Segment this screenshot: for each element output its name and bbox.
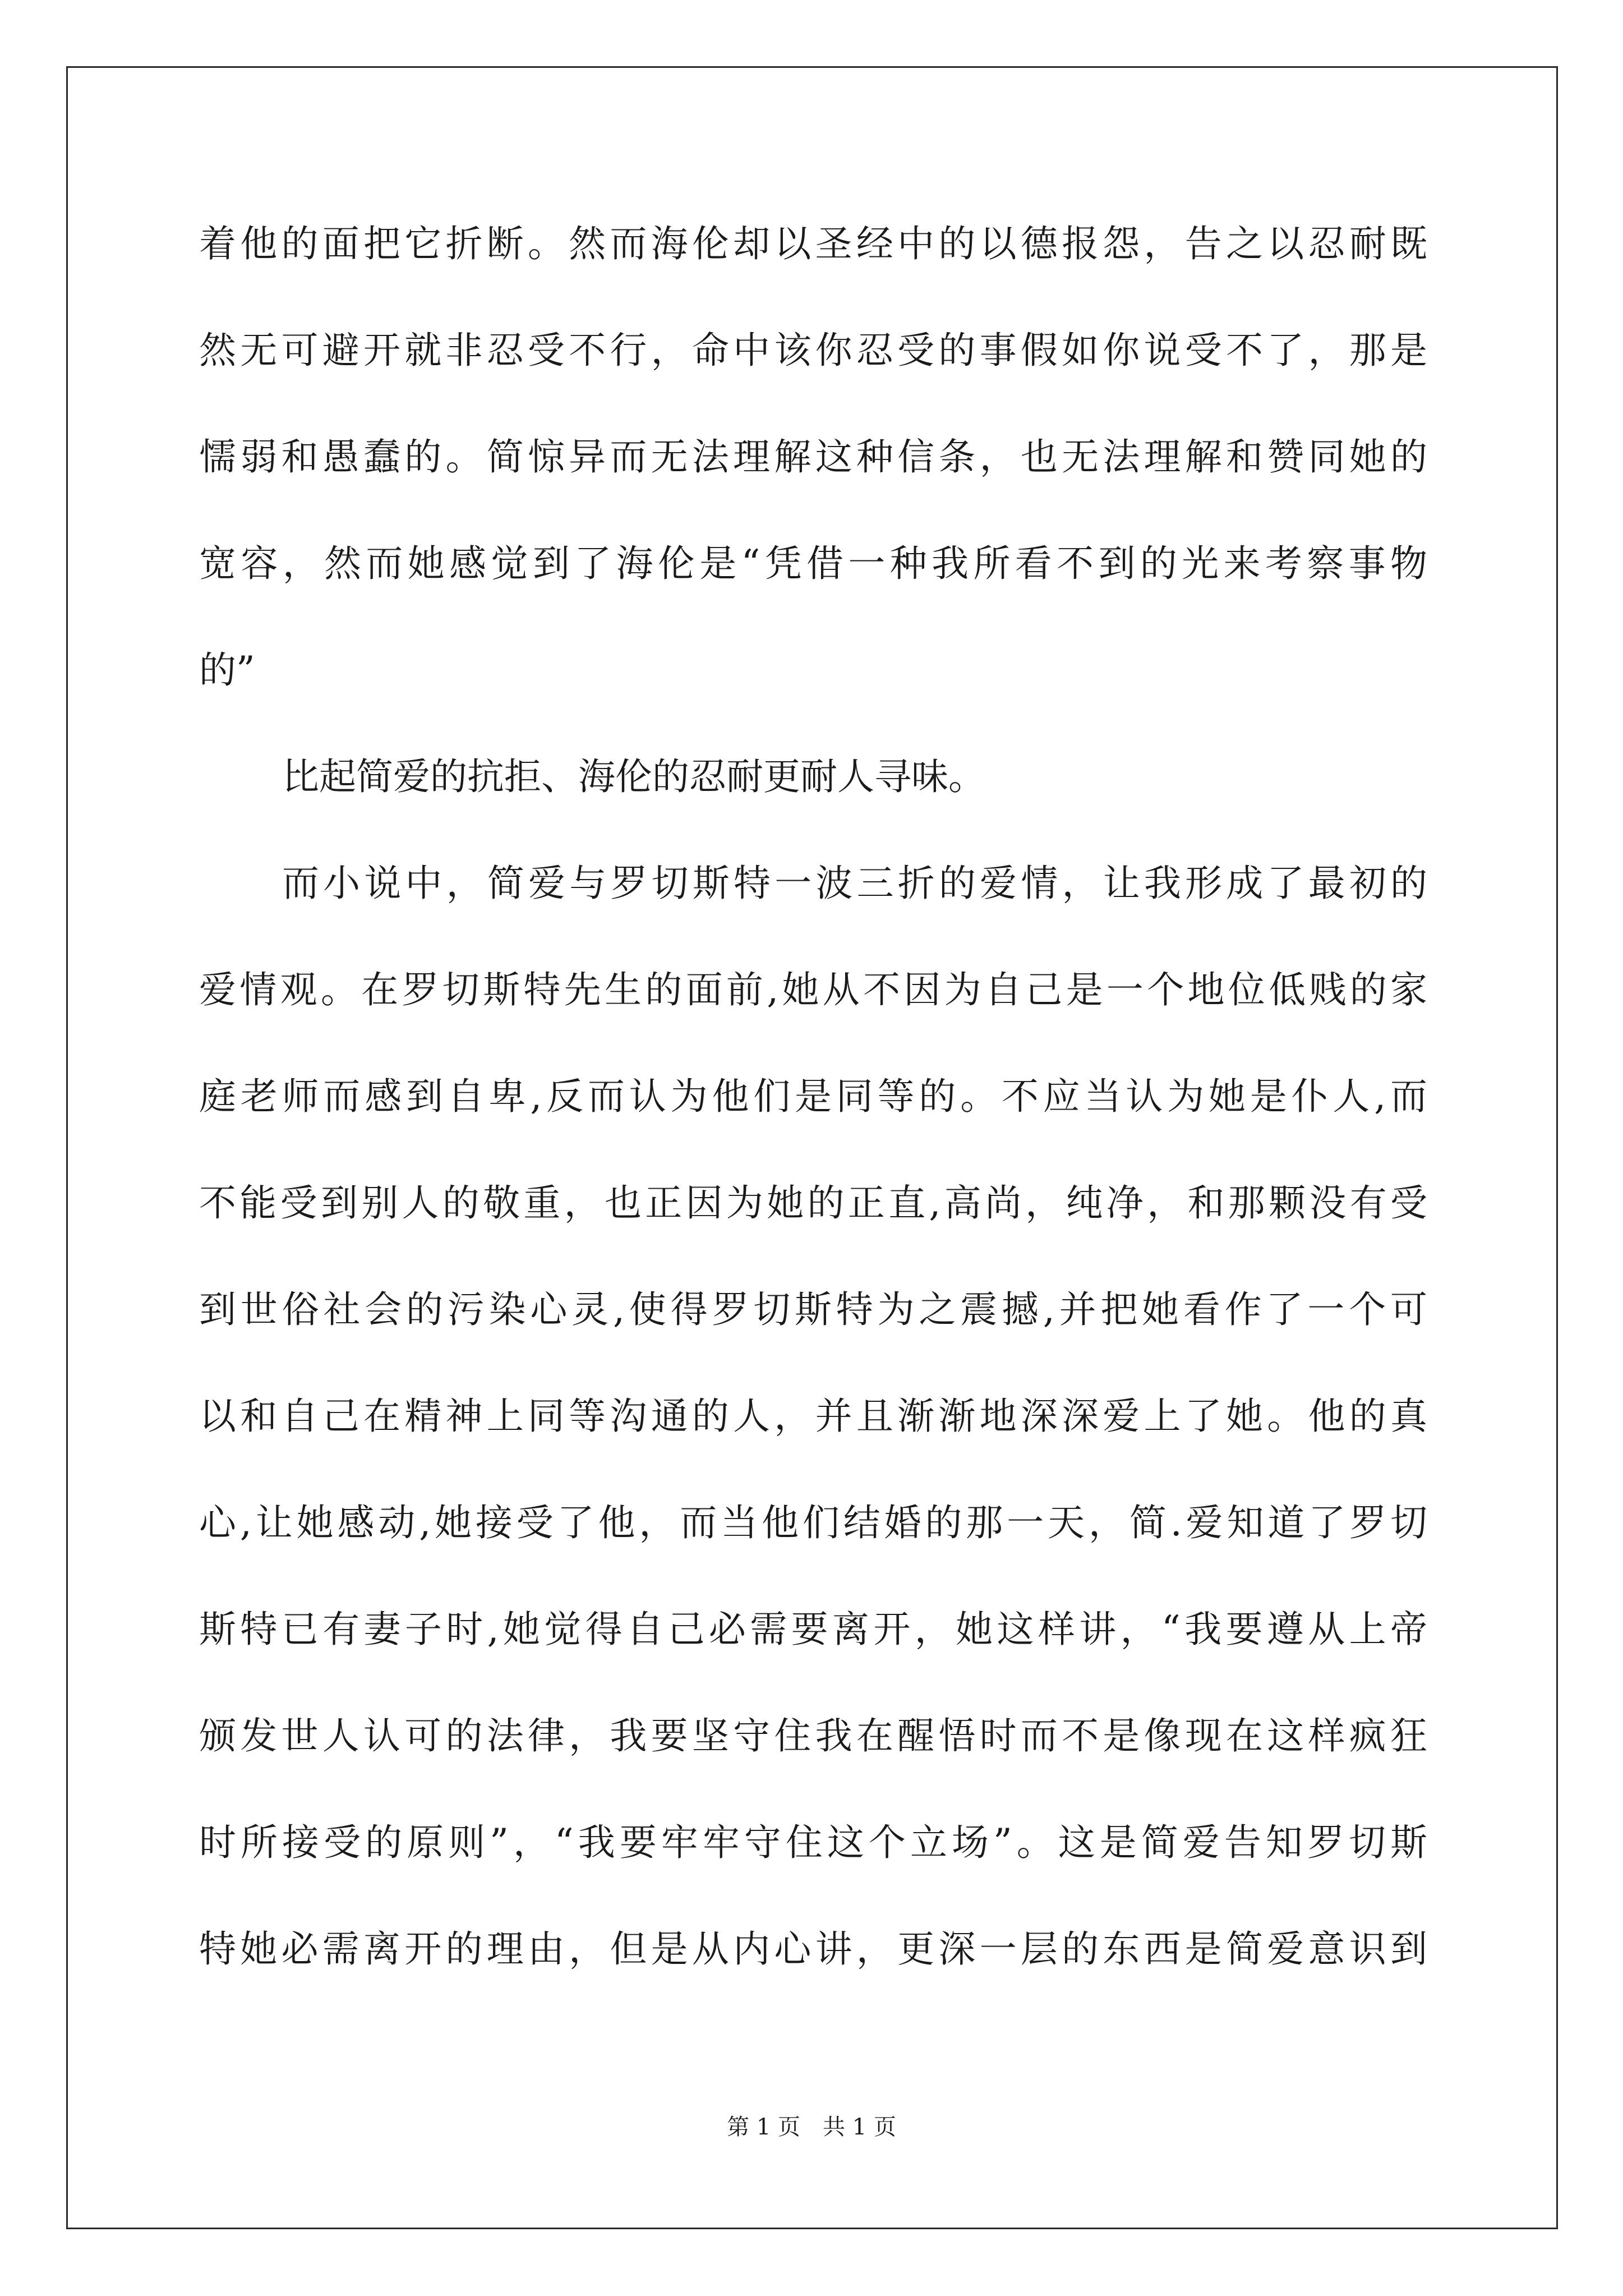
document-body <box>199 191 1427 2003</box>
text-line: 颁发世人认可的法律，我要坚守住我在醒悟时而不是像现在这样疯狂 <box>199 1714 1427 1757</box>
text-line: 然无可避开就非忍受不行，命中该你忍受的事假如你说受不了，那是 <box>199 329 1427 372</box>
text-line: 着他的面把它折断。然而海伦却以圣经中的以德报怨，告之以忍耐既 <box>199 222 1427 265</box>
text-line: 而小说中，简爱与罗切斯特一波三折的爱情，让我形成了最初的 <box>282 862 1427 905</box>
text-line: 爱情观。在罗切斯特先生的面前,她从不因为自己是一个地位低贱的家 <box>199 968 1427 1011</box>
page-footer: 第 1 页 共 1 页 <box>727 2114 896 2140</box>
text-line: 特她必需离开的理由，但是从内心讲，更深一层的东西是简爱意识到 <box>199 1927 1427 1971</box>
text-line: 心,让她感动,她接受了他，而当他们结婚的那一天，简.爱知道了罗切 <box>199 1501 1427 1544</box>
text-line: 的” <box>199 648 255 692</box>
text-line: 宽容，然而她感觉到了海伦是“凭借一种我所看不到的光来考察事物 <box>199 542 1427 585</box>
text-line: 以和自己在精神上同等沟通的人，并且渐渐地深深爱上了她。他的真 <box>199 1395 1427 1438</box>
text-line: 不能受到别人的敬重，也正因为她的正直,高尚，纯净，和那颗没有受 <box>199 1181 1427 1225</box>
text-line: 庭老师而感到自卑,反而认为他们是同等的。不应当认为她是仆人,而 <box>199 1075 1427 1118</box>
text-line: 比起简爱的抗拒、海伦的忍耐更耐人寻味。 <box>282 755 985 798</box>
text-line: 时所接受的原则”，“我要牢牢守住这个立场”。这是简爱告知罗切斯 <box>199 1821 1427 1864</box>
text-line: 斯特已有妻子时,她觉得自己必需要离开，她这样讲，“我要遵从上帝 <box>199 1608 1427 1651</box>
text-line: 到世俗社会的污染心灵,使得罗切斯特为之震撼,并把她看作了一个可 <box>199 1288 1427 1331</box>
text-line: 懦弱和愚蠢的。简惊异而无法理解这种信条，也无法理解和赞同她的 <box>199 435 1427 478</box>
